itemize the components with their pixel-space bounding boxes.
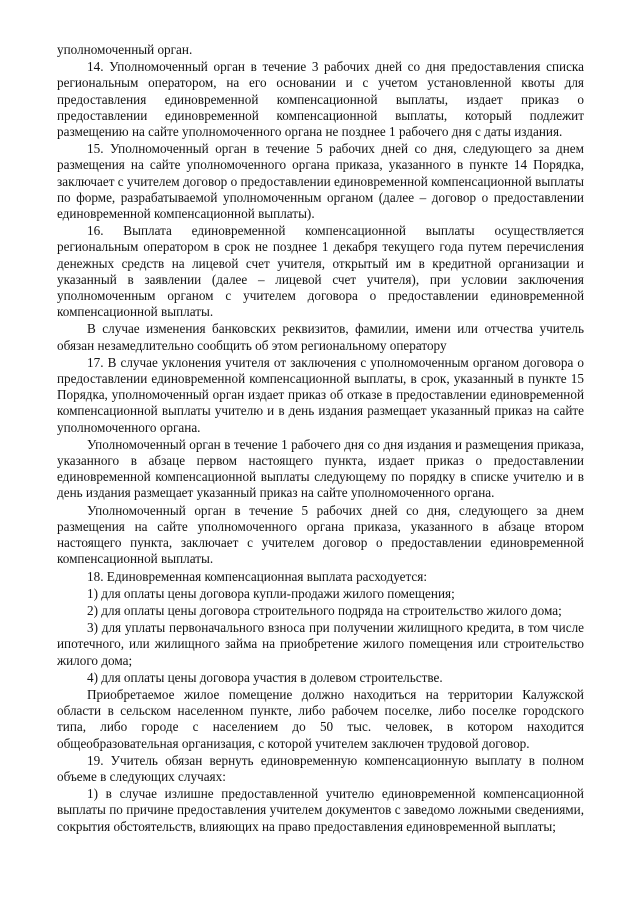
paragraph-item-18-location: Приобретаемое жилое помещение должно находиться на территории Калужской области в сельском населенном пункте, либо рабочем поселке, либо поселке городского типа, либо городе с населением до 50 тыс. человек, в котором находится общеобразовательная организация, с которой учителем заключен трудовой договор.	[57, 686, 584, 751]
list-item-18-1: 1) для оплаты цены договора купли-продажи жилого помещения;	[87, 585, 455, 601]
list-item-18-2: 2) для оплаты цены договора строительного подряда на строительство жилого дома;	[87, 602, 562, 618]
paragraph-item-16: 16. Выплата единовременной компенсационной выплаты осуществляется региональным оператором в срок не позднее 1 декабря текущего года путем перечисления денежных средств на лицевой счет учителя, открытый им в кредитной организации и указанный в заявлении (далее – лицевой счет учителя), при условии заключения уполномоченным органом с учителем договора о предоставлении единовременной компенсационной выплаты.	[57, 223, 584, 320]
paragraph-item-17: 17. В случае уклонения учителя от заключения с уполномоченным органом договора о предоставлении единовременной компенсационной выплаты, в срок, указанный в пункте 15 Порядка, уполномоченный орган издает приказ об отказе в предоставлении единовременной компенсационной выплаты учителю и в день издания размещает указанный приказ на сайте уполномоченного органа.	[57, 354, 584, 435]
paragraph-continuation: уполномоченный орган.	[57, 42, 193, 57]
paragraph-item-17-third: Уполномоченный орган в течение 5 рабочих дней со дня, следующего за днем размещения на сайте уполномоченного органа приказа, указанного в абзаце втором настоящего пункта, заключает с учителем договор о предоставлении единовременной компенсационной выплаты.	[57, 502, 584, 567]
list-item-18-4: 4) для оплаты цены договора участия в долевом строительстве.	[87, 669, 443, 685]
list-item-18-3: 3) для уплаты первоначального взноса при получении жилищного кредита, в том числе ипотечного, или жилищного займа на приобретение жилого помещения или строительство жилого дома;	[57, 620, 584, 668]
paragraph-item-14: 14. Уполномоченный орган в течение 3 рабочих дней со дня предоставления списка региональным оператором, на его основании и с учетом установленной квоты для предоставления единовременной компенсационной выплаты, издает приказ о предоставлении единовременной компенсационной выплаты, который подлежит размещению на сайте уполномоченного органа не позднее 1 рабочего дня с даты издания.	[57, 59, 584, 140]
paragraph-item-15: 15. Уполномоченный орган в течение 5 рабочих дней со дня, следующего за днем размещения на сайте уполномоченного органа приказа, указанного в пункте 14 Порядка, заключает с учителем договор о предоставлении единовременной компенсационной выплаты по форме, разрабатываемой уполномоченным органом (далее – договор о предоставлении единовременной компенсационной выплаты).	[57, 141, 584, 222]
paragraph-item-19: 19. Учитель обязан вернуть единовременную компенсационную выплату в полном объеме в следующих случаях:	[57, 752, 584, 784]
paragraph-item-18: 18. Единовременная компенсационная выплата расходуется:	[87, 568, 427, 584]
list-item-19-1: 1) в случае излишне предоставленной учителю единовременной компенсационной выплаты по причине предоставления учителем документов с заведомо ложными сведениями, сокрытия обстоятельств, влияющих на право предоставления единовременной выплаты;	[57, 786, 584, 834]
paragraph-item-17-second: Уполномоченный орган в течение 1 рабочего дня со дня издания и размещения приказа, указанного в абзаце первом настоящего пункта, издает приказ о предоставлении единовременной компенсационной выплаты следующему по порядку в списке учителю и в день издания размещает указанный приказ на сайте уполномоченного органа.	[57, 436, 584, 501]
paragraph-item-16-note: В случае изменения банковских реквизитов, фамилии, имени или отчества учитель обязан незамедлительно сообщить об этом региональному оператору	[57, 321, 584, 353]
